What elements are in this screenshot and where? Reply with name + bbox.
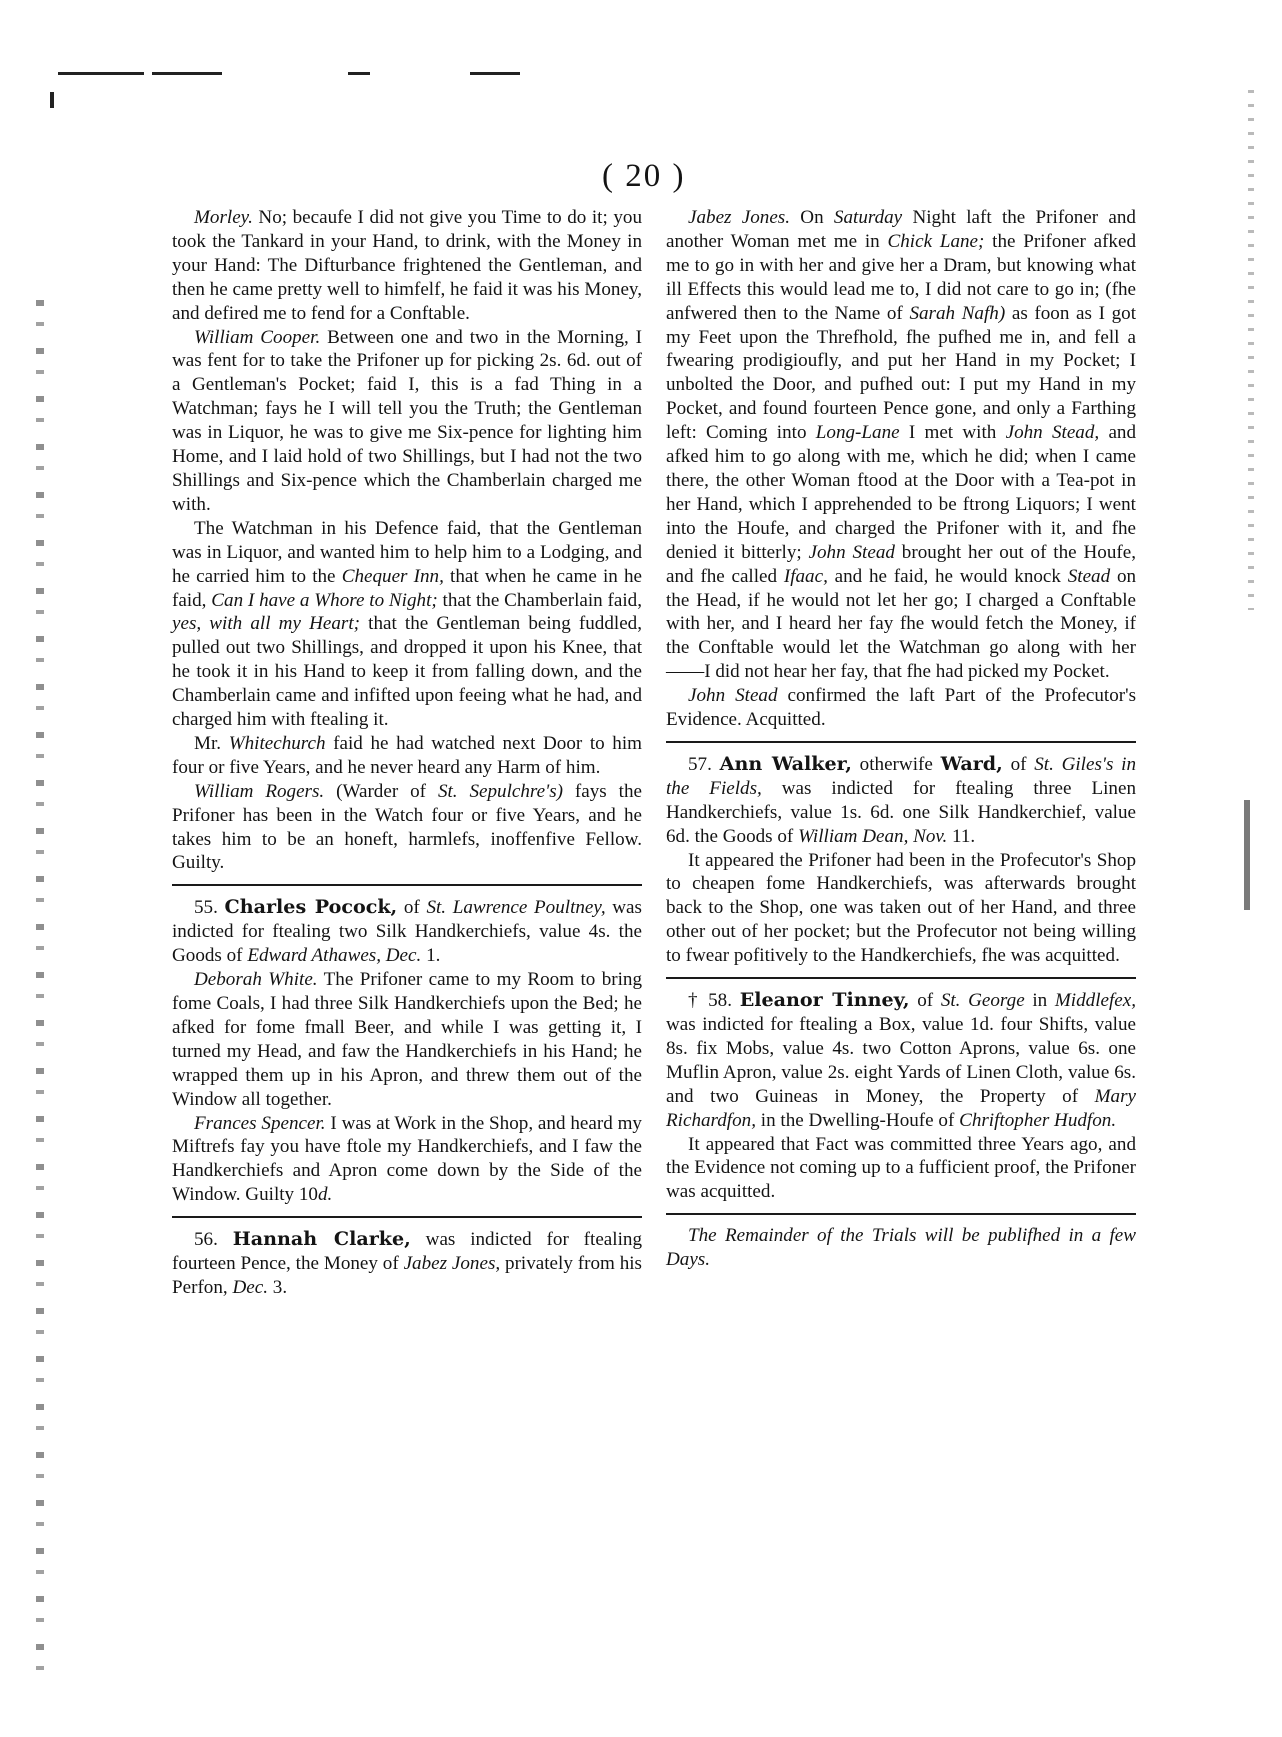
right-page-edge <box>1248 90 1254 610</box>
top-rule-4 <box>470 72 520 75</box>
margin-mark <box>50 92 54 108</box>
speaker-name: William Rogers. <box>194 780 325 802</box>
defendant-name: Charles Pocock, <box>224 895 398 919</box>
left-binding-edge <box>36 300 44 1680</box>
defendant-name: Hannah Clarke, <box>232 1227 411 1251</box>
defence-paragraph: The Watchman in his Defence faid, that the Gentleman was in Liquor, and wanted him to help him to a Lodging, and he carried him to the Chequer Inn, that when he came in he faid, Can I have a Whore to Night; that the Chamberlain faid, yes, with all my Heart; that the Gentleman being fuddled, pulled out two Shillings, and dropped it upon his Knee, that he took it in his Hand to keep it from falling down, and the Chamberlain came and infifted upon feeing what he had, and charged him with ftealing it. <box>172 517 643 731</box>
speaker-name: William Cooper. <box>194 326 321 348</box>
speaker-name: Frances Spencer. <box>194 1112 326 1134</box>
top-rule-1 <box>58 72 144 75</box>
section-rule <box>172 884 642 886</box>
speaker-name: Deborah White. <box>194 969 318 991</box>
testimony-spencer: Frances Spencer. I was at Work in the Shop, and heard my Miftrefs fay you have ftole my Handkerchiefs, and I faw the Handkerchiefs and Apron come down by the Side of the Window. Guilty 10d. <box>172 1112 642 1206</box>
footer-note: The Remainder of the Trials will be publifhed in a few Days. <box>666 1225 1136 1271</box>
trial-57-heading: 57. Ann Walker, otherwife Ward, of St. Giles's in the Fields, was indicted for ftealing three Linen Handkerchiefs, value 1s. 6d. one Silk Handkerchief, value 6d. the Goods of William Dean, Nov. 11. <box>666 751 1136 847</box>
section-rule <box>666 977 1136 979</box>
section-rule <box>666 741 1136 743</box>
defendant-name: Eleanor Tinney, <box>739 988 910 1012</box>
top-rule-3 <box>348 72 370 75</box>
speaker-name: Morley. <box>194 207 253 228</box>
right-column <box>666 206 1136 1272</box>
testimony-stead: John Stead confirmed the laft Part of the Profecutor's Evidence. Acquitted. <box>666 685 1137 731</box>
trial-57-outcome: It appeared the Prifoner had been in the Profecutor's Shop to cheapen fome Handkerchiefs, was afterwards brought back to the Shop, one was taken out of her Hand, and three other out of her pocket; but the Profecutor not being willing to fwear pofitively to the Handkerchiefs, fhe was acquitted. <box>666 849 1136 967</box>
left-column <box>172 206 642 1300</box>
defendant-name: Ann Walker, <box>719 751 852 775</box>
testimony-white: Deborah White. The Prifoner came to my Room to bring fome Coals, I had three Silk Handkerchiefs upon the Bed; he afked for fome fmall Beer, and while I was getting it, I turned my Head, and faw the Handkerchiefs in his Hand; he wrapped them up in his Apron, and threw them out of the Window all together. <box>172 969 642 1110</box>
section-rule <box>172 1216 642 1218</box>
trial-58-outcome: It appeared that Fact was committed three Years ago, and the Evidence not coming up to a fufficient proof, the Prifoner was acquitted. <box>666 1133 1136 1203</box>
trial-55-heading: 55. Charles Pocock, of St. Lawrence Poultney, was indicted for ftealing two Silk Handkerchiefs, value 4s. the Goods of Edward Athawes, Dec. 1. <box>172 895 642 967</box>
section-rule <box>666 1213 1136 1215</box>
top-rule-2 <box>152 72 222 75</box>
testimony-rogers: William Rogers. (Warder of St. Sepulchre's) fays the Prifoner has been in the Watch four or five Years, and he takes him to be an honeft, harmlefs, inoffenfive Fellow. Guilty. <box>172 780 642 874</box>
right-page-edge-mark <box>1244 800 1250 910</box>
testimony-jones: Jabez Jones. On Saturday Night laft the Prifoner and another Woman met me in Chick Lane; the Prifoner afked me to go in with her and give her a Dram, but knowing what ill Effects this would lead me to, I did not care to go in; (fhe anfwered then to the Name of Sarah Nafh) as foon as I got my Feet upon the Threfhold, fhe pufhed me in, and fell a fwearing prodigioufly, and put her Hand in my Pocket; I unbolted the Door, and pufhed out: I put my Hand in my Pocket, and found fourteen Pence gone, and only a Farthing left: Coming into Long-Lane I met with John Stead, and afked him to go along with me, which he did; when I came there, the other Woman ftood at the Door with a Tea-pot in her Hand, which I apprehended to be ftrong Liquors; I went into the Houfe, and charged the Prifoner with it, and fhe denied it bitterly; John Stead brought her out of the Houfe, and fhe called Ifaac, and he faid, he would knock Stead on the Head, if he would not let her go; I charged a Conftable with her, and I heard her fay fhe would fetch the Money, if the Conftable would let the Watchman go along with her——I did not hear her fay, that fhe had picked my Pocket. <box>666 207 1137 683</box>
speaker-name: Jabez Jones. <box>688 207 791 228</box>
trial-56-heading: 56. Hannah Clarke, was indicted for ftealing fourteen Pence, the Money of Jabez Jones, privately from his Perfon, Dec. 3. <box>172 1227 642 1298</box>
testimony-cooper: William Cooper. Between one and two in the Morning, I was fent for to take the Prifoner up for picking 2s. 6d. out of a Gentleman's Pocket; faid I, this is a fad Thing in a Watchman; fays he I will tell you the Truth; the Gentleman was in Liquor, he was to give me Six-pence for lighting him Home, and I laid hold of two Shillings, but I had not the two Shillings and Six-pence which the Chamberlain charged me with. <box>172 326 642 515</box>
page-number: ( 20 ) <box>602 158 686 194</box>
testimony-whitechurch: Mr. Whitechurch faid he had watched next Door to him four or five Years, and he never heard any Harm of him. <box>172 732 642 778</box>
trial-58-heading: † 58. Eleanor Tinney, of St. George in Middlefex, was indicted for ftealing a Box, value 1d. four Shifts, value 8s. fix Mobs, value 4s. two Cotton Aprons, value 6s. one Muflin Apron, value 2s. eight Yards of Linen Cloth, value 6s. and two Guineas in Money, the Property of Mary Richardfon, in the Dwelling-Houfe of Chriftopher Hudfon. <box>666 988 1137 1131</box>
speaker-name: John Stead <box>688 685 778 707</box>
testimony-morley: Morley. No; becaufe I did not give you Time to do it; you took the Tankard in your Hand, to drink, with the Money in your Hand: The Difturbance frightened the Gentleman, and then he came pretty well to himfelf, he faid it was his Money, and defired me to fend for a Conftable. <box>172 207 642 324</box>
